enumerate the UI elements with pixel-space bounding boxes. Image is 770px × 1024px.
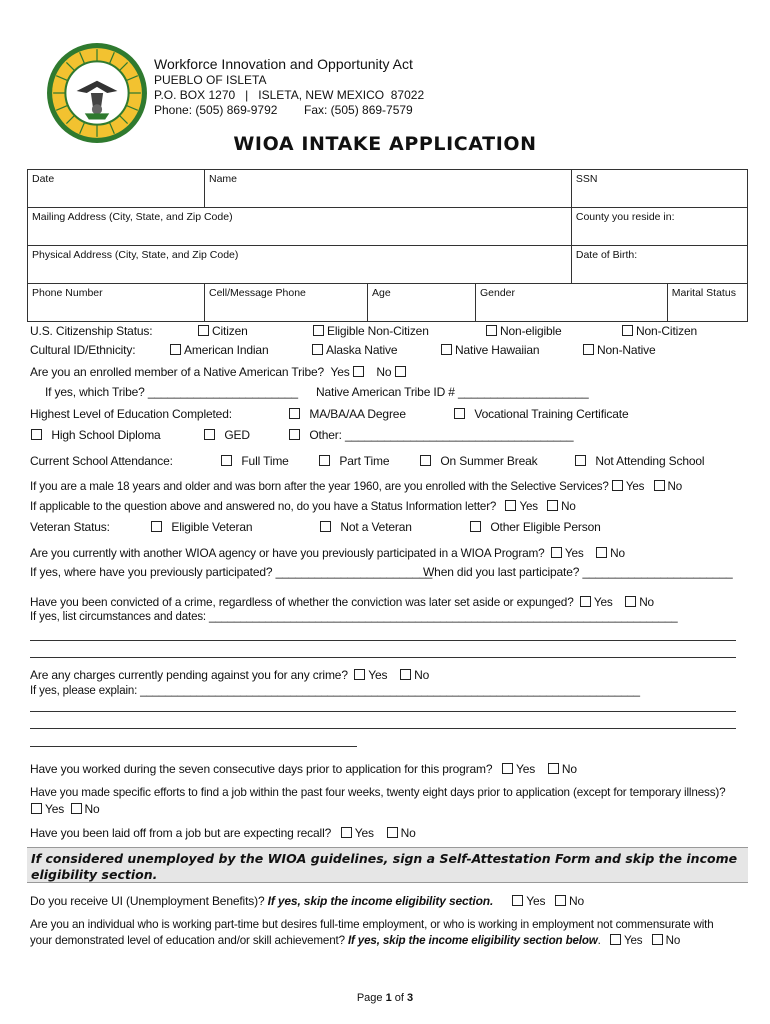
skip-instruction: If yes, skip the income eligibility section below	[347, 934, 598, 947]
selective-service-question	[30, 480, 682, 493]
total-pages: 3	[407, 992, 414, 1004]
question-text: Do you receive UI (Unemployment Benefits)?	[30, 894, 265, 908]
tribe-id-field[interactable]: Native American Tribe ID # ____________________	[316, 385, 589, 399]
ethnicity-label: Cultural ID/Ethnicity:	[30, 343, 136, 357]
selective-yes-checkbox[interactable]	[612, 480, 623, 491]
question-text: Are you an enrolled member of a Native American Tribe?	[30, 365, 325, 379]
skip-instruction: If yes, skip the income eligibility section.	[267, 894, 494, 908]
option-label: Native Hawaiian	[455, 343, 540, 357]
underemployed-yes-checkbox[interactable]	[610, 934, 621, 945]
question-text: Are any charges currently pending against you for any crime?	[30, 668, 348, 682]
checkbox[interactable]	[319, 455, 330, 466]
option-label: Non-Native	[597, 343, 656, 357]
other-education-option[interactable]	[289, 428, 573, 442]
conviction-question	[30, 595, 654, 609]
option-label: Non-eligible	[500, 324, 562, 338]
marital-status-field[interactable]	[667, 284, 747, 322]
county-label: County you reside in:	[575, 211, 675, 223]
degree-option[interactable]	[289, 407, 406, 421]
physical-address-field[interactable]	[28, 246, 572, 284]
no-label: No	[414, 668, 430, 682]
recall-yes-checkbox[interactable]	[341, 827, 352, 838]
conviction-details-field[interactable]: If yes, list circumstances and dates: ___________________________________________________________________________	[30, 611, 678, 623]
other-eligible-option[interactable]	[470, 520, 601, 534]
letter-yes-checkbox[interactable]	[505, 500, 516, 511]
ssn-label: SSN	[575, 173, 598, 185]
no-label: No	[610, 546, 625, 560]
eligible-veteran-option[interactable]	[151, 520, 252, 534]
efforts-no-checkbox[interactable]	[71, 803, 82, 814]
question-text: Are you currently with another WIOA agency or have you previously participated in a WIOA Program?	[30, 546, 545, 560]
program-name: Workforce Innovation and Opportunity Act	[154, 56, 413, 72]
checkbox[interactable]	[221, 455, 232, 466]
yes-label: Yes	[623, 934, 643, 947]
vocational-option[interactable]	[454, 407, 628, 421]
efforts-yes-checkbox[interactable]	[31, 803, 42, 814]
pueblo-seal-logo	[46, 42, 148, 144]
tribe-yes-checkbox[interactable]	[353, 366, 364, 377]
checkbox[interactable]	[575, 455, 586, 466]
not-veteran-option[interactable]	[320, 520, 412, 534]
yes-label: Yes	[515, 762, 536, 776]
charges-no-checkbox[interactable]	[400, 669, 411, 680]
conviction-no-checkbox[interactable]	[625, 596, 636, 607]
wioa-no-checkbox[interactable]	[596, 547, 607, 558]
option-label: Vocational Training Certificate	[474, 407, 629, 421]
page-number	[0, 992, 770, 1004]
recall-no-checkbox[interactable]	[387, 827, 398, 838]
alaska-native-option[interactable]	[312, 343, 397, 357]
question-text: Have you been laid off from a job but are expecting recall?	[30, 826, 332, 840]
mailing-address-label: Mailing Address (City, State, and Zip Code)	[32, 211, 233, 223]
phone-field[interactable]	[28, 284, 205, 322]
option-label: Full Time	[241, 454, 289, 468]
status-letter-question	[30, 500, 576, 513]
no-label: No	[400, 826, 416, 840]
checkbox[interactable]	[31, 429, 42, 440]
veteran-label: Veteran Status:	[30, 520, 110, 534]
wioa-where-field[interactable]: If yes, where have you previously participated? ________________________	[30, 565, 433, 579]
answer-line[interactable]	[30, 640, 736, 641]
ui-yes-checkbox[interactable]	[512, 895, 523, 906]
citizen-option[interactable]	[198, 324, 248, 338]
checkbox[interactable]	[151, 521, 162, 532]
answer-line[interactable]	[30, 657, 736, 658]
organization-name: PUEBLO OF ISLETA	[154, 73, 267, 87]
gender-label: Gender	[480, 287, 516, 299]
charges-yes-checkbox[interactable]	[354, 669, 365, 680]
option-label: Eligible Veteran	[171, 520, 253, 534]
ged-option[interactable]	[204, 428, 250, 442]
no-label: No	[376, 365, 392, 379]
checkbox[interactable]	[289, 408, 300, 419]
organization-header	[154, 56, 424, 118]
tribe-name-field[interactable]: If yes, which Tribe? _______________________	[45, 385, 298, 399]
name-label: Name	[209, 173, 238, 185]
no-label: No	[667, 480, 683, 493]
fax-number: Fax: (505) 869-7579	[304, 103, 413, 117]
dob-label: Date of Birth:	[575, 249, 638, 261]
name-field[interactable]	[205, 170, 572, 208]
job-search-options	[31, 802, 100, 816]
checkbox[interactable]	[313, 325, 324, 336]
page-word: Page	[356, 992, 383, 1004]
yes-label: Yes	[519, 500, 538, 513]
physical-address-label: Physical Address (City, State, and Zip Code)	[32, 249, 239, 261]
non-native-option[interactable]	[583, 343, 656, 357]
option-label: Alaska Native	[326, 343, 398, 357]
date-field[interactable]	[28, 170, 205, 208]
option-label: Non-Citizen	[636, 324, 698, 338]
checkbox[interactable]	[204, 429, 215, 440]
yes-label: Yes	[526, 894, 546, 908]
checkbox[interactable]	[320, 521, 331, 532]
yes-label: Yes	[564, 546, 584, 560]
charges-explain-field[interactable]: If yes, please explain: ________________________________________________________________________________	[30, 685, 640, 697]
diploma-option[interactable]	[31, 428, 161, 442]
tribe-no-checkbox[interactable]	[395, 366, 406, 377]
checkbox[interactable]	[441, 344, 452, 355]
underemployed-no-checkbox[interactable]	[652, 934, 663, 945]
worked-no-checkbox[interactable]	[548, 763, 559, 774]
dob-field[interactable]	[571, 246, 747, 284]
full-time-option[interactable]	[221, 454, 289, 468]
education-label: Highest Level of Education Completed:	[30, 407, 232, 421]
selective-no-checkbox[interactable]	[654, 480, 665, 491]
answer-line[interactable]	[30, 711, 736, 712]
checkbox[interactable]	[486, 325, 497, 336]
ssn-field[interactable]	[571, 170, 747, 208]
question-text: If you are a male 18 years and older and was born after the year 1960, are you enrolled with the Selective Services?	[30, 480, 609, 493]
yes-label: Yes	[625, 480, 645, 493]
option-label: Eligible Non-Citizen	[327, 324, 429, 338]
worked-yes-checkbox[interactable]	[502, 763, 513, 774]
option-label: MA/BA/AA Degree	[309, 407, 406, 421]
mailing-address-field[interactable]	[28, 208, 572, 246]
yes-label: Yes	[368, 668, 388, 682]
no-label: No	[84, 802, 100, 816]
ui-benefits-question	[30, 894, 584, 908]
question-text: If applicable to the question above and answered no, do you have a Status Information letter?	[30, 500, 497, 513]
phone-label: Phone Number	[32, 287, 103, 299]
ui-no-checkbox[interactable]	[555, 895, 566, 906]
checkbox[interactable]	[622, 325, 633, 336]
applicant-info-grid	[27, 169, 748, 322]
option-label: GED	[224, 428, 250, 442]
worked-question	[30, 762, 577, 776]
eligible-noncitizen-option[interactable]	[313, 324, 429, 338]
option-label: Part Time	[339, 454, 390, 468]
native-hawaiian-option[interactable]	[441, 343, 539, 357]
summer-break-option[interactable]	[420, 454, 538, 468]
yes-label: Yes	[45, 802, 65, 816]
noncitizen-option[interactable]	[622, 324, 697, 338]
option-label: On Summer Break	[440, 454, 538, 468]
part-time-option[interactable]	[319, 454, 389, 468]
question-text: Have you worked during the seven consecutive days prior to application for this program?	[30, 762, 493, 776]
conviction-yes-checkbox[interactable]	[580, 596, 591, 607]
not-attending-option[interactable]	[575, 454, 704, 468]
option-label: Not Attending School	[595, 454, 705, 468]
no-label: No	[561, 500, 576, 513]
checkbox[interactable]	[198, 325, 209, 336]
no-label: No	[665, 934, 681, 947]
age-label: Age	[372, 287, 391, 299]
wioa-when-field[interactable]: When did you last participate? _______________________	[423, 565, 733, 579]
option-label: High School Diploma	[51, 428, 161, 442]
underemployed-question-line1: Are you an individual who is working part-time but desires full-time employment, or who is working in employment not commensurate with	[30, 918, 714, 931]
answer-line[interactable]	[30, 746, 357, 747]
citizenship-label: U.S. Citizenship Status:	[30, 324, 153, 338]
wioa-question	[30, 546, 625, 560]
yes-label: Yes	[593, 595, 613, 609]
current-page: 1	[385, 992, 392, 1004]
yes-label: Yes	[354, 826, 374, 840]
organization-contacts	[154, 103, 424, 118]
job-search-question: Have you made specific efforts to find a job within the past four weeks, twenty eight days prior to application (except for temporary illness)?	[30, 786, 726, 799]
page-title: WIOA INTAKE APPLICATION	[233, 133, 537, 155]
option-label: Citizen	[212, 324, 248, 338]
yes-label: Yes	[330, 365, 350, 379]
cell-phone-label: Cell/Message Phone	[209, 287, 306, 299]
option-label: Not a Veteran	[340, 520, 412, 534]
question-text: your demonstrated level of education and/or skill achievement?	[30, 934, 345, 947]
noneligible-option[interactable]	[486, 324, 562, 338]
answer-line[interactable]	[30, 728, 736, 729]
phone-number: Phone: (505) 869-9792	[154, 103, 278, 117]
american-indian-option[interactable]	[170, 343, 268, 357]
no-label: No	[561, 762, 577, 776]
underemployed-question-line2: your demonstrated level of education and/or skill achievement? If yes, skip the income eligibility section below. Yes No	[30, 934, 681, 947]
option-label: American Indian	[184, 343, 269, 357]
charges-question	[30, 668, 429, 682]
attendance-label: Current School Attendance:	[30, 454, 173, 468]
question-text: Have you been convicted of a crime, regardless of whether the conviction was later set aside or expunged?	[30, 595, 574, 609]
checkbox[interactable]	[312, 344, 323, 355]
tribe-question	[30, 365, 409, 379]
checkbox[interactable]	[454, 408, 465, 419]
option-label: Other Eligible Person	[490, 520, 601, 534]
no-label: No	[568, 894, 584, 908]
of-word: of	[394, 992, 404, 1004]
recall-question	[30, 826, 416, 840]
checkbox[interactable]	[583, 344, 594, 355]
no-label: No	[639, 595, 654, 609]
date-label: Date	[32, 173, 55, 185]
organization-address: P.O. BOX 1270 | ISLETA, NEW MEXICO 87022	[154, 88, 425, 102]
gender-field[interactable]	[476, 284, 668, 322]
unemployed-instructions-banner: If considered unemployed by the WIOA guidelines, sign a Self-Attestation Form and skip the income eligibility section.	[27, 847, 748, 883]
checkbox[interactable]	[170, 344, 181, 355]
wioa-yes-checkbox[interactable]	[551, 547, 562, 558]
county-field[interactable]	[571, 208, 747, 246]
checkbox[interactable]	[470, 521, 481, 532]
checkbox[interactable]	[289, 429, 300, 440]
age-field[interactable]	[368, 284, 476, 322]
cell-phone-field[interactable]	[205, 284, 368, 322]
checkbox[interactable]	[420, 455, 431, 466]
marital-status-label: Marital Status	[671, 287, 736, 299]
letter-no-checkbox[interactable]	[547, 500, 558, 511]
option-label: Other: ___________________________________	[309, 428, 574, 442]
